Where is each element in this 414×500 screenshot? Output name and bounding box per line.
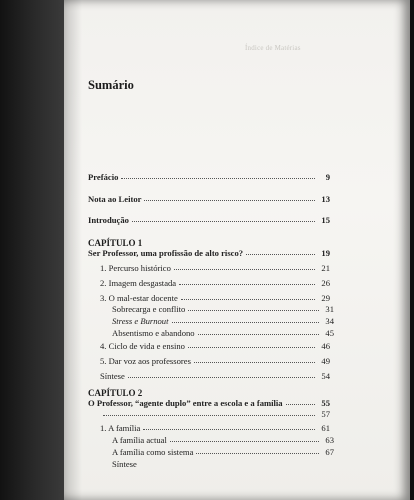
toc-page: 61 bbox=[321, 423, 330, 433]
toc-page: 15 bbox=[321, 215, 330, 225]
chapter1-heading: CAPÍTULO 1 bbox=[88, 238, 143, 248]
toc-page: 13 bbox=[321, 194, 330, 204]
previous-page-edge bbox=[0, 0, 64, 500]
leader-dots bbox=[143, 429, 315, 430]
toc-page: 67 bbox=[325, 447, 334, 457]
toc-label: 5. Dar voz aos professores bbox=[100, 356, 191, 366]
toc-page: 21 bbox=[321, 263, 330, 273]
toc-item bbox=[100, 405, 330, 419]
leader-dots bbox=[121, 178, 315, 179]
toc-page: 19 bbox=[321, 248, 330, 258]
leader-dots bbox=[170, 441, 319, 442]
toc-label: Prefácio bbox=[88, 172, 119, 182]
toc-label: Introdução bbox=[88, 215, 129, 225]
toc-label: Absentismo e abandono bbox=[112, 328, 195, 338]
toc-label: A família actual bbox=[112, 435, 167, 445]
leader-dots bbox=[174, 269, 315, 270]
toc-page: 34 bbox=[325, 316, 334, 326]
toc-page: 55 bbox=[321, 398, 330, 408]
toc-label: Ser Professor, uma profissão de alto risco? bbox=[88, 248, 244, 258]
leader-dots bbox=[198, 334, 319, 335]
toc-entry-introducao bbox=[88, 211, 330, 225]
toc-page: 9 bbox=[325, 172, 330, 182]
right-edge bbox=[410, 0, 414, 500]
toc-page: 31 bbox=[325, 304, 334, 314]
toc-label: Síntese bbox=[100, 371, 125, 381]
leader-dots bbox=[188, 347, 315, 348]
toc-label: 3. O mal-estar docente bbox=[100, 293, 178, 303]
toc-label: 1. Percurso histórico bbox=[100, 263, 171, 273]
toc-entry-nota bbox=[88, 190, 330, 204]
toc-label: Sobrecarga e conflito bbox=[112, 304, 186, 314]
toc-label: Stress e Burnout bbox=[112, 316, 169, 326]
toc-page: 46 bbox=[321, 341, 330, 351]
toc-label: Nota ao Leitor bbox=[88, 194, 142, 204]
toc-item bbox=[100, 352, 330, 366]
leader-dots bbox=[179, 284, 315, 285]
toc-subitem bbox=[112, 455, 334, 469]
toc-item bbox=[100, 274, 330, 288]
toc-page: 26 bbox=[321, 278, 330, 288]
running-head: Índice de Matérias bbox=[245, 44, 301, 52]
leader-dots bbox=[246, 254, 315, 255]
toc-page: 63 bbox=[325, 435, 334, 445]
toc-page: 57 bbox=[321, 409, 330, 419]
leader-dots bbox=[103, 415, 315, 416]
toc-page: 49 bbox=[321, 356, 330, 366]
toc-label: 1. A família bbox=[100, 423, 141, 433]
chapter2-heading: CAPÍTULO 2 bbox=[88, 388, 143, 398]
toc-label: 2. Imagem desgastada bbox=[100, 278, 177, 288]
toc-page: 54 bbox=[321, 371, 330, 381]
toc-subitem bbox=[112, 324, 334, 338]
leader-dots bbox=[128, 377, 315, 378]
leader-dots bbox=[144, 200, 315, 201]
toc-label: 4. Ciclo de vida e ensino bbox=[100, 341, 185, 351]
toc-item bbox=[100, 259, 330, 273]
toc-item bbox=[100, 337, 330, 351]
leader-dots bbox=[196, 453, 319, 454]
chapter1-title bbox=[88, 244, 330, 258]
toc-label: Síntese bbox=[112, 459, 137, 469]
toc-label: O Professor, “agente duplo” entre a escola e a família bbox=[88, 398, 283, 408]
leader-dots bbox=[132, 221, 315, 222]
toc-page: 29 bbox=[321, 293, 330, 303]
leader-dots bbox=[172, 322, 320, 323]
leader-dots bbox=[188, 310, 319, 311]
toc-entry-prefacio bbox=[88, 168, 330, 182]
leader-dots bbox=[194, 362, 315, 363]
page-title: Sumário bbox=[88, 78, 134, 92]
toc-page: 45 bbox=[325, 328, 334, 338]
toc-label: A família como sistema bbox=[112, 447, 194, 457]
toc-item bbox=[100, 367, 330, 381]
